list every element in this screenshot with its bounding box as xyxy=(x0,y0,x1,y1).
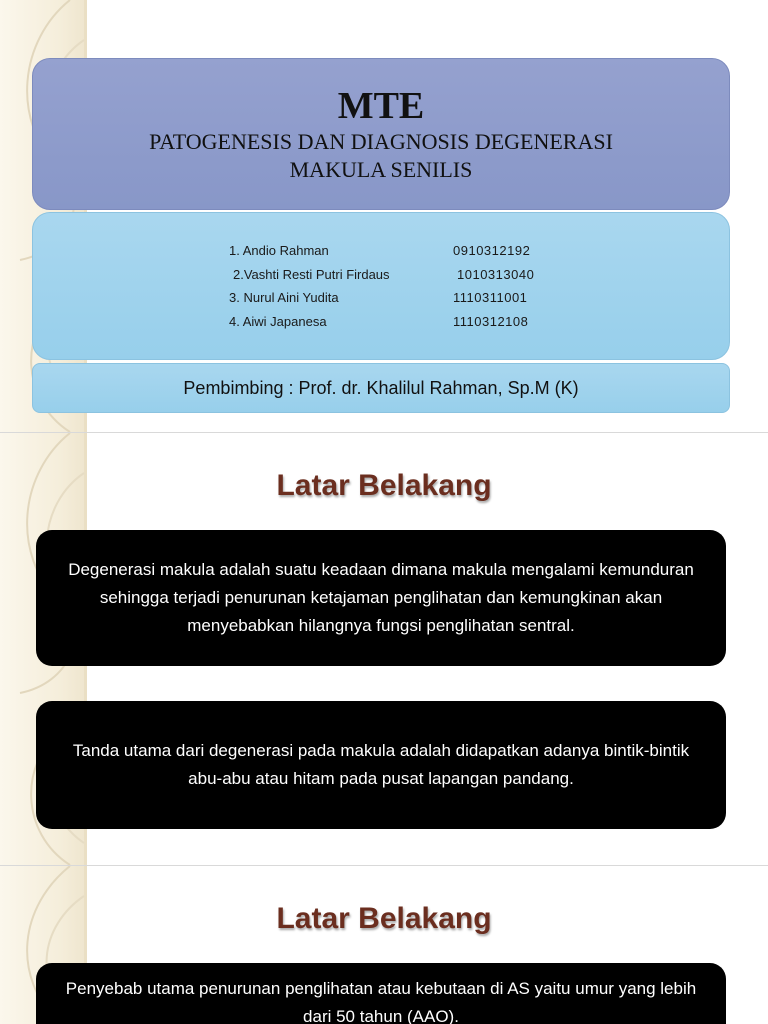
member-number: 1110311001 xyxy=(453,290,528,305)
title-slide xyxy=(0,0,768,432)
member-name: 3. Nurul Aini Yudita xyxy=(229,290,339,305)
member-row xyxy=(33,243,729,263)
slide-title: MTE xyxy=(337,85,425,127)
background-slide xyxy=(0,433,768,865)
member-number: 1110312108 xyxy=(453,314,529,329)
definition-box: Degenerasi makula adalah suatu keadaan dimana makula mengalami kemunduran sehingga terjadi penurunan ketajaman penglihatan dan kemungkinan akan menyebabkan hilangnya fungsi penglihatan sentral. xyxy=(36,530,726,666)
title-box xyxy=(32,58,730,210)
sign-box: Tanda utama dari degenerasi pada makula adalah didapatkan adanya bintik-bintik abu-abu atau hitam pada pusat lapangan pandang. xyxy=(36,701,726,829)
member-number: 0910312192 xyxy=(453,243,531,258)
member-name: 1. Andio Rahman xyxy=(229,243,329,258)
member-row xyxy=(33,290,729,310)
section-heading: Latar Belakang xyxy=(276,469,492,502)
members-box xyxy=(32,212,730,360)
section-heading: Latar Belakang xyxy=(276,902,492,935)
member-row xyxy=(33,267,729,287)
cause-box: Penyebab utama penurunan penglihatan atau kebutaan di AS yaitu umur yang lebih dari 50 tahun (AAO). xyxy=(36,963,726,1024)
slide-subtitle-line1: PATOGENESIS DAN DIAGNOSIS DEGENERASI xyxy=(149,129,613,154)
slide-subtitle-line2: MAKULA SENILIS xyxy=(289,157,473,182)
background-slide-2 xyxy=(0,866,768,1024)
member-name: 4. Aiwi Japanesa xyxy=(229,314,327,329)
advisor-box: Pembimbing : Prof. dr. Khalilul Rahman, Sp.M (K) xyxy=(32,363,730,413)
member-number: 1010313040 xyxy=(457,267,535,282)
member-row xyxy=(33,314,729,334)
member-name: 2.Vashti Resti Putri Firdaus xyxy=(233,267,390,282)
